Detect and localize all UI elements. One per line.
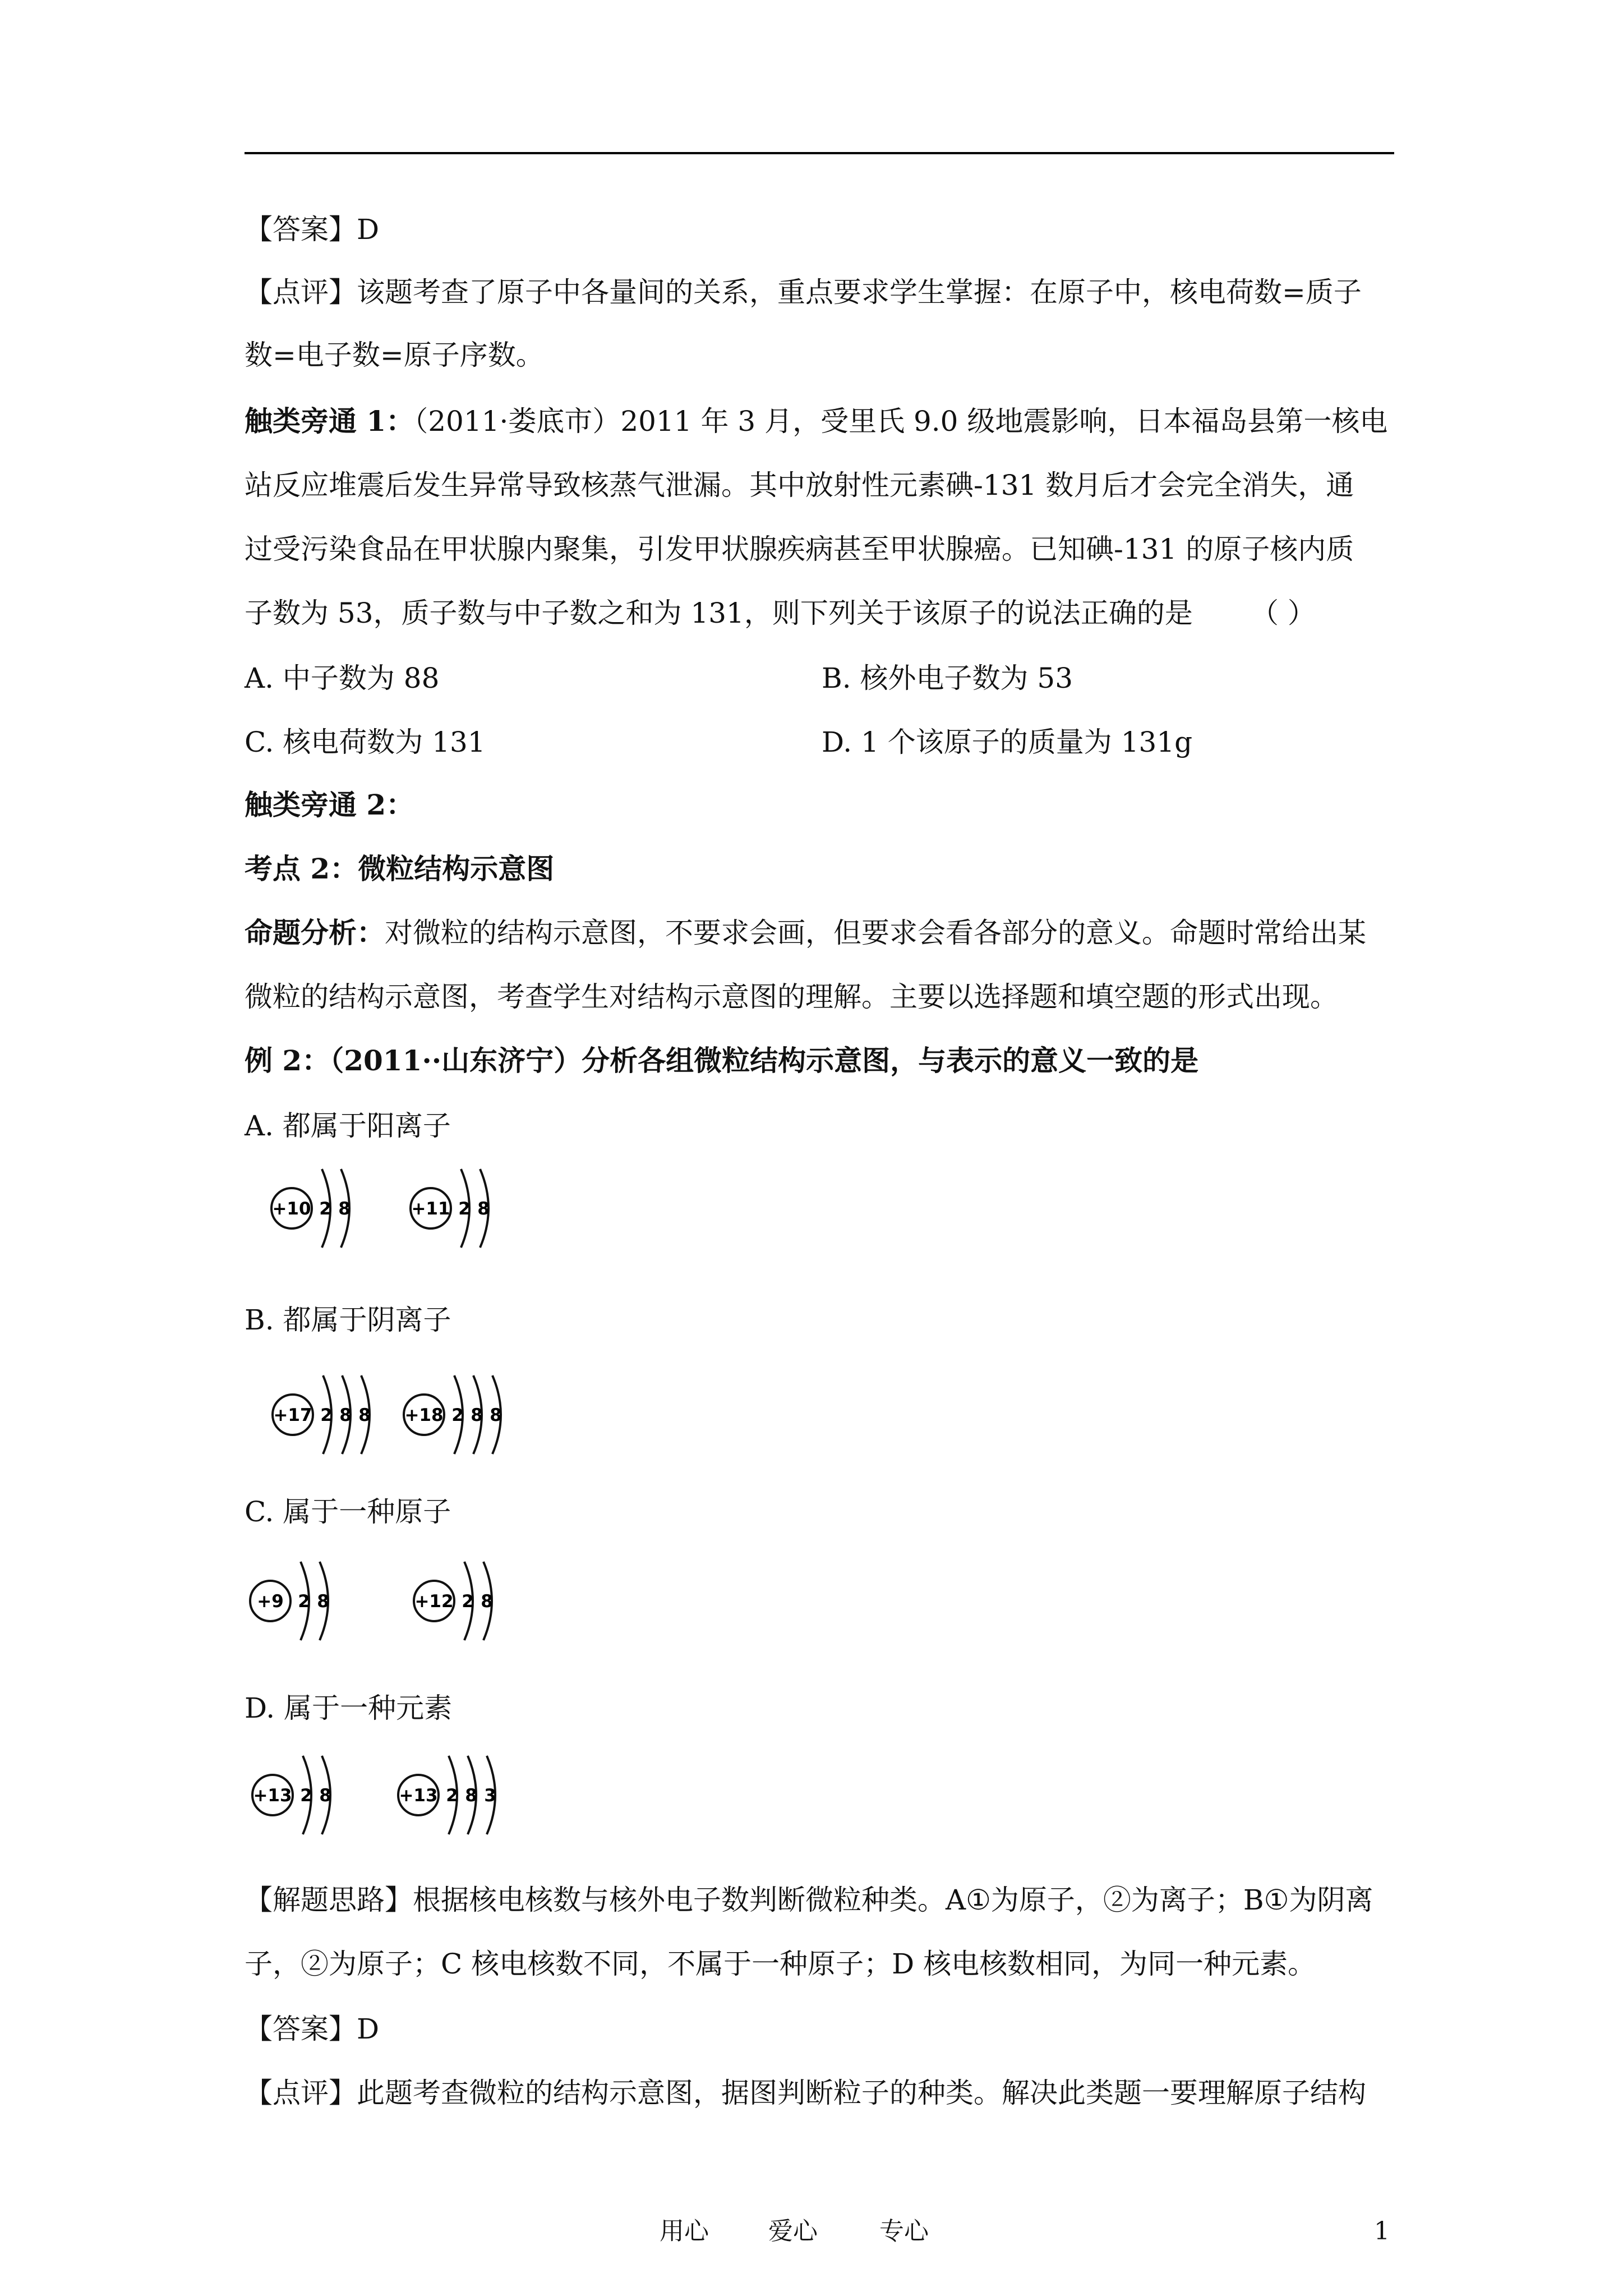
comment-1-line-1: 【点评】该题考查了原子中各量间的关系，重点要求学生掌握：在原子中，核电荷数=质子 (245, 276, 1362, 309)
nucleus-charge: +13 (399, 1786, 438, 1806)
group-c-label: C. 属于一种原子 (245, 1496, 451, 1528)
electron-count: 8 (339, 1405, 352, 1425)
solution-line-2: 子，②为原子；C 核电核数不同，不属于一种原子；D 核电核数相同，为同一种元素。 (245, 1948, 1316, 1980)
header-rule (245, 152, 1394, 154)
nucleus-charge: +10 (272, 1199, 311, 1219)
atom-diagram-c1 (248, 1559, 353, 1646)
footer-motto-1: 用心 (660, 2217, 709, 2246)
atom-diagram-a2 (408, 1167, 514, 1253)
atom-diagram-svg (412, 1559, 517, 1644)
electron-count: 8 (319, 1786, 331, 1806)
atom-diagram-svg (396, 1754, 520, 1838)
atom-diagram-svg (408, 1167, 514, 1251)
electron-count: 8 (490, 1405, 502, 1425)
group-a-label: A. 都属于阳离子 (245, 1110, 451, 1142)
answer-blank: （ ） (1251, 597, 1316, 629)
practice-2-label: 触类旁通 2： (245, 788, 414, 821)
atom-diagram-d2 (396, 1754, 520, 1840)
atom-diagram-svg (402, 1373, 526, 1457)
nucleus-charge: +9 (257, 1591, 284, 1612)
electron-count: 2 (458, 1199, 471, 1219)
example-2-title: 例 2：（2011··山东济宁）分析各组微粒结构示意图，与表示的意义一致的是 (245, 1044, 1199, 1077)
nucleus-charge: +12 (414, 1591, 454, 1612)
comment-2-line-1: 【点评】此题考查微粒的结构示意图，据图判断粒子的种类。解决此类题一要理解原子结构 (245, 2077, 1366, 2109)
page-number: 1 (1374, 2217, 1390, 2246)
electron-count: 3 (484, 1786, 496, 1806)
answer-1: 【答案】D (245, 213, 380, 246)
point-2-title: 考点 2：微粒结构示意图 (245, 852, 555, 885)
electron-count: 8 (481, 1591, 493, 1612)
analysis-text: 对微粒的结构示意图，不要求会画，但要求会看各部分的意义。命题时常给出某 (385, 917, 1366, 949)
practice-1-line-4: 子数为 53，质子数与中子数之和为 131，则下列关于该原子的说法正确的是 (245, 597, 1193, 629)
practice-1-text: （2011·娄底市）2011 年 3 月，受里氏 9.0 级地震影响，日本福岛县第一核电 (414, 405, 1388, 438)
nucleus-charge: +18 (404, 1405, 444, 1425)
atom-diagram-a1 (269, 1167, 375, 1253)
electron-count: 8 (338, 1199, 351, 1219)
answer-2: 【答案】D (245, 2013, 380, 2045)
electron-count: 2 (320, 1405, 333, 1425)
electron-count: 8 (317, 1591, 329, 1612)
option-d: D. 1 个该原子的质量为 131g (822, 726, 1193, 758)
practice-1-line-1 (245, 404, 1387, 439)
group-b-label: B. 都属于阴离子 (245, 1304, 451, 1336)
nucleus-charge: +11 (411, 1199, 450, 1219)
electron-count: 2 (300, 1786, 312, 1806)
practice-1-label: 触类旁通 1： (245, 404, 414, 438)
option-b: B. 核外电子数为 53 (822, 662, 1073, 694)
atom-diagram-b2 (402, 1373, 526, 1460)
practice-1-line-2: 站反应堆震后发生异常导致核蒸气泄漏。其中放射性元素碘-131 数月后才会完全消失，通 (245, 469, 1354, 501)
analysis-line-1 (245, 915, 1366, 950)
electron-count: 8 (471, 1405, 483, 1425)
footer-motto-2: 爱心 (768, 2217, 818, 2246)
electron-count: 2 (451, 1405, 464, 1425)
analysis-label: 命题分析： (245, 916, 385, 949)
atom-diagram-svg (248, 1559, 353, 1644)
atom-diagram-svg (270, 1373, 395, 1457)
atom-diagram-c2 (412, 1559, 517, 1646)
atom-diagram-svg (269, 1167, 375, 1251)
electron-count: 8 (477, 1199, 490, 1219)
electron-count: 2 (462, 1591, 474, 1612)
analysis-line-2: 微粒的结构示意图，考查学生对结构示意图的理解。主要以选择题和填空题的形式出现。 (245, 981, 1338, 1013)
atom-diagram-d1 (250, 1754, 356, 1840)
atom-diagram-svg (250, 1754, 356, 1838)
nucleus-charge: +17 (273, 1405, 312, 1425)
practice-1-line-3: 过受污染食品在甲状腺内聚集，引发甲状腺疾病甚至甲状腺癌。已知碘-131 的原子核内质 (245, 533, 1354, 565)
option-a: A. 中子数为 88 (245, 662, 440, 694)
electron-count: 2 (446, 1786, 458, 1806)
nucleus-charge: +13 (253, 1786, 292, 1806)
comment-1-line-2: 数=电子数=原子序数。 (245, 339, 544, 371)
atom-diagram-b1 (270, 1373, 395, 1460)
electron-count: 8 (358, 1405, 371, 1425)
option-c: C. 核电荷数为 131 (245, 726, 486, 758)
electron-count: 2 (298, 1591, 310, 1612)
electron-count: 8 (465, 1786, 477, 1806)
group-d-label: D. 属于一种元素 (245, 1692, 453, 1724)
electron-count: 2 (319, 1199, 331, 1219)
footer-motto-3: 专心 (879, 2217, 929, 2246)
solution-line-1: 【解题思路】根据核电核数与核外电子数判断微粒种类。A①为原子，②为离子；B①为阴离 (245, 1884, 1373, 1916)
